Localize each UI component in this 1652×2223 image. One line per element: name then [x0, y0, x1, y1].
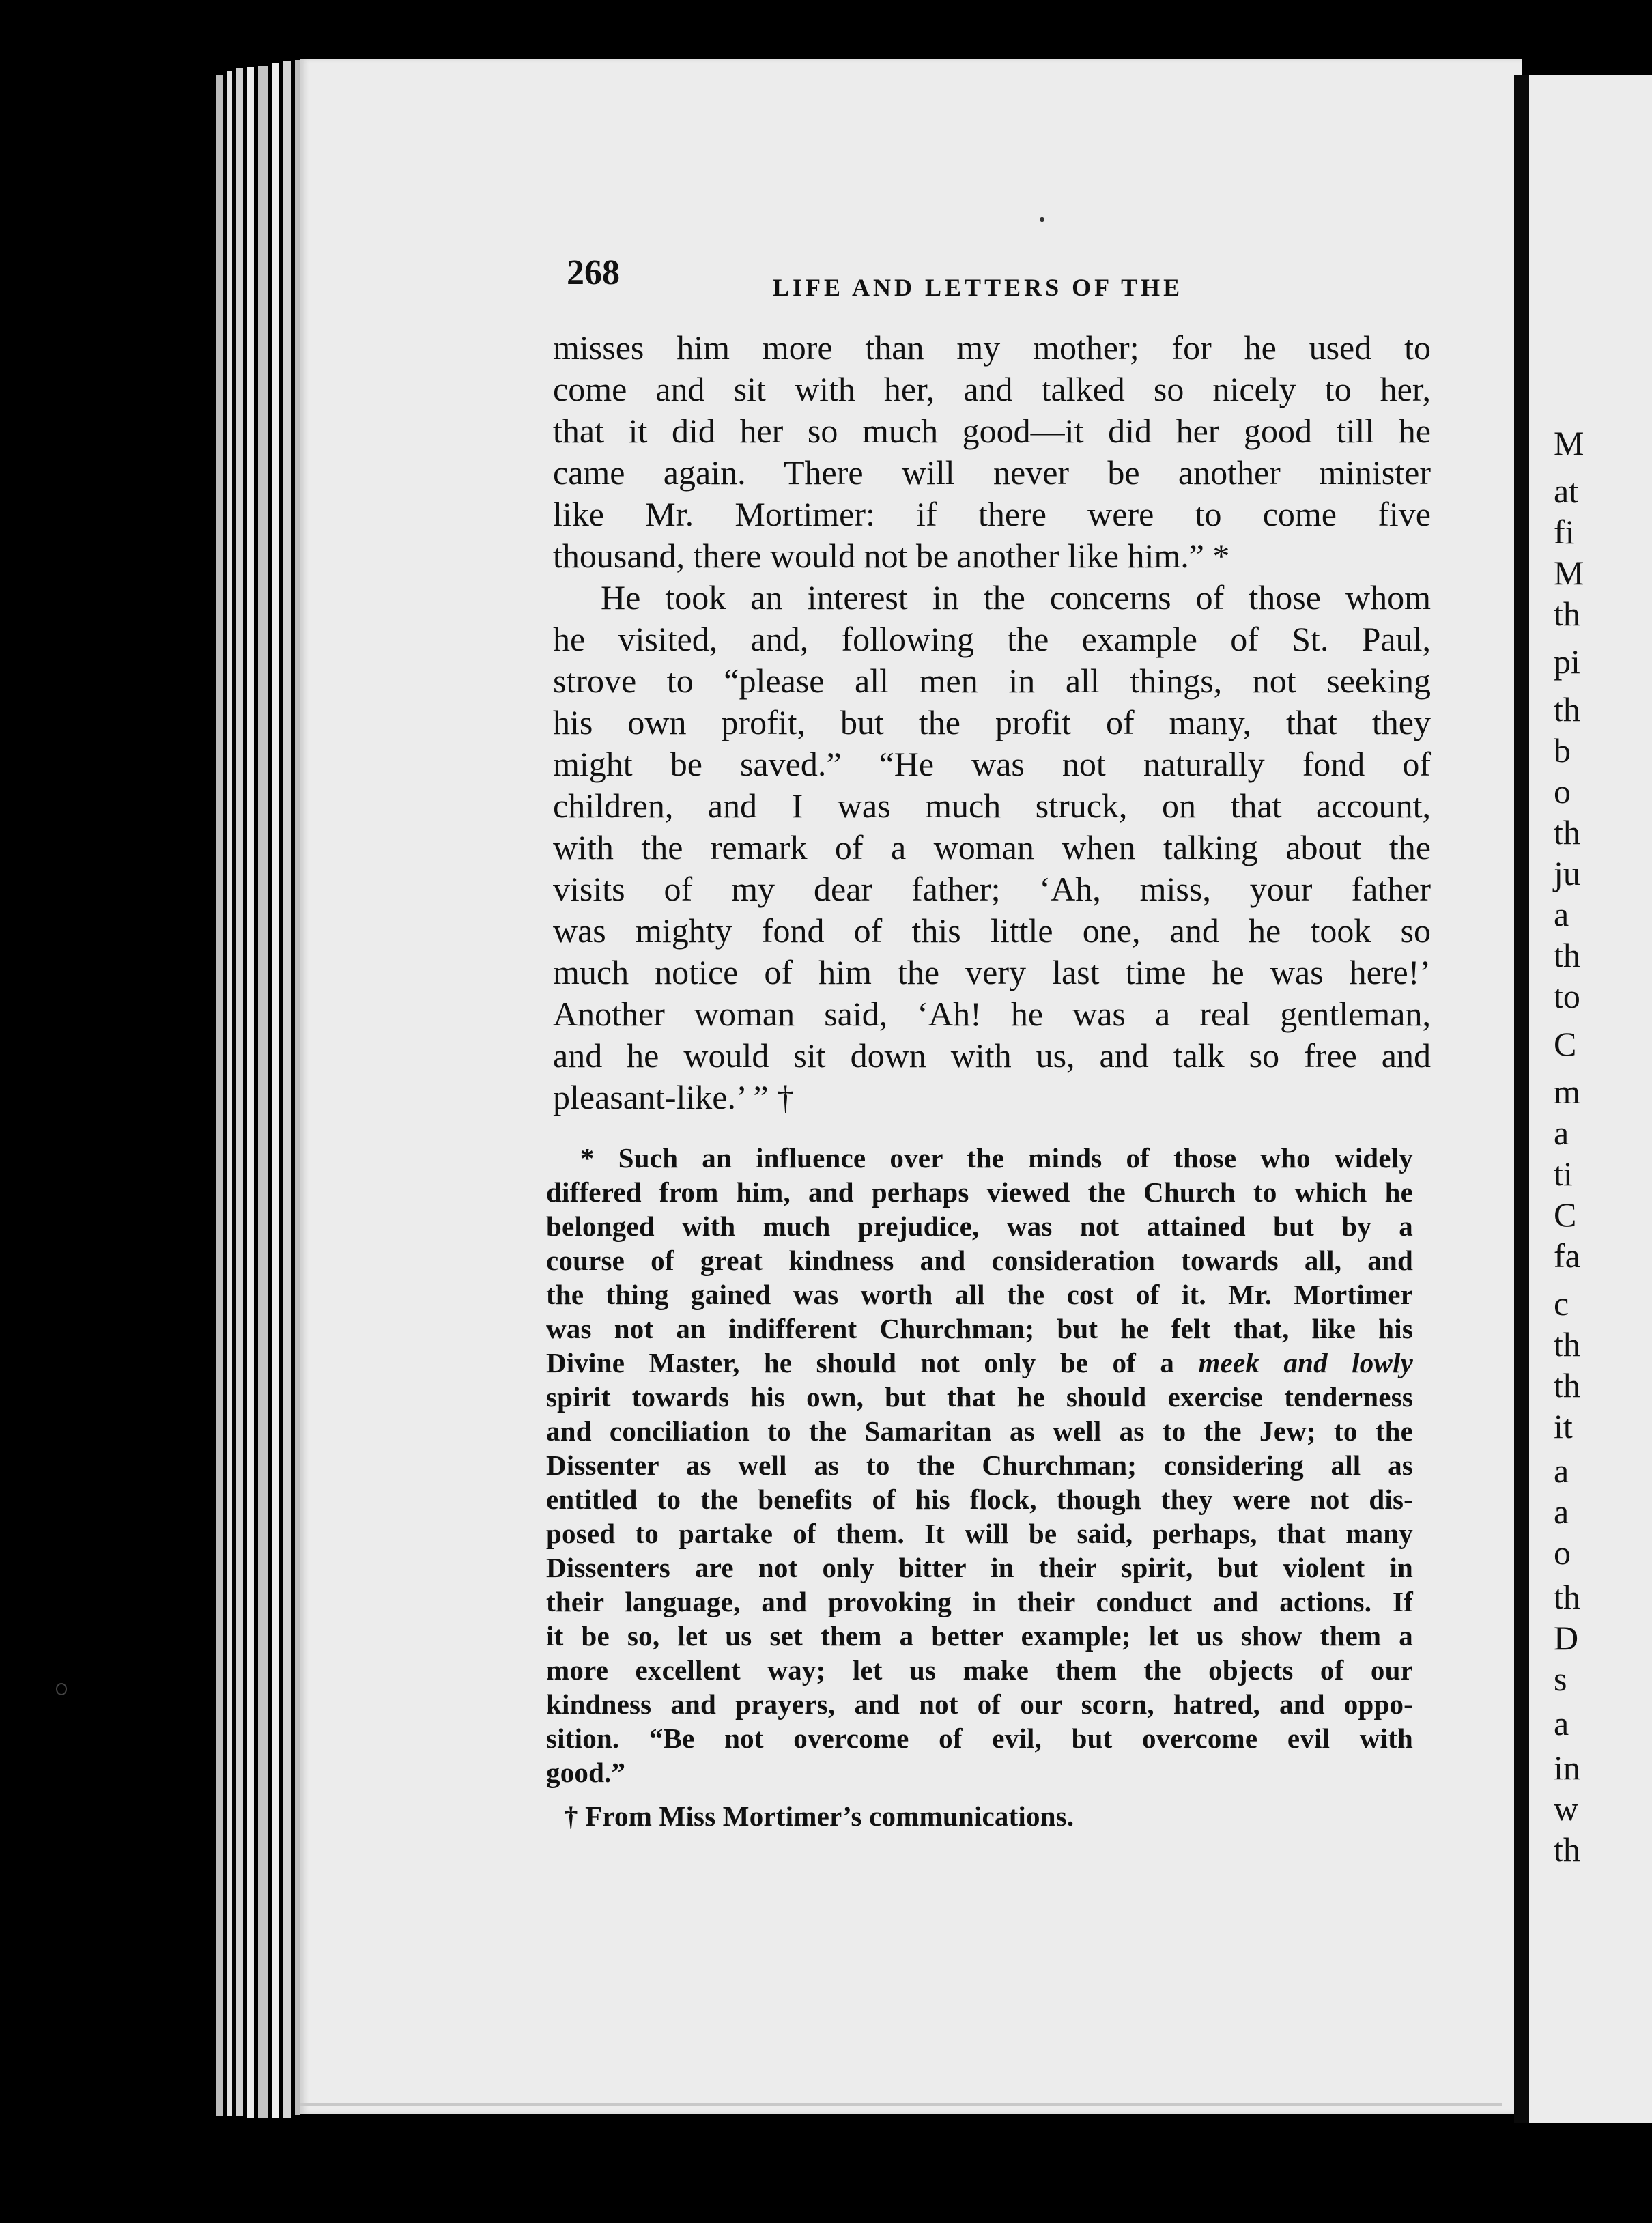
- right-page-fragment: th: [1554, 813, 1580, 851]
- scan-speck: [56, 1683, 67, 1695]
- footnote-line: was not an indifferent Churchman; but he felt that, like his: [546, 1313, 1413, 1344]
- footnote-credit: † From Miss Mortimer’s communications.: [564, 1800, 1074, 1832]
- right-page-fragment: at: [1554, 472, 1579, 510]
- body-line: came again. There will never be another minister: [553, 453, 1431, 492]
- right-page-fragment: pi: [1554, 642, 1580, 681]
- right-page-fragment: th: [1554, 690, 1580, 728]
- right-page-fragment: a: [1554, 1704, 1569, 1742]
- right-page-fragment: it: [1554, 1407, 1573, 1445]
- right-page-fragment: a: [1554, 1452, 1569, 1490]
- page-edge: [295, 60, 300, 2115]
- right-page-fragment: M: [1554, 554, 1584, 592]
- right-page-fragment: to: [1554, 977, 1580, 1015]
- right-page-fragment: w: [1554, 1789, 1579, 1828]
- right-page-fragment: ju: [1554, 854, 1580, 892]
- body-line: come and sit with her, and talked so nicely to her,: [553, 370, 1431, 408]
- right-page-fragment: C: [1554, 1025, 1577, 1063]
- right-page-fragment: th: [1554, 595, 1580, 633]
- page-bottom-edge: [300, 2103, 1502, 2106]
- page-edge: [272, 63, 279, 2118]
- right-page-fragment: fi: [1554, 513, 1575, 551]
- footnote-line: good.”: [546, 1757, 626, 1788]
- right-page-fragment: a: [1554, 1492, 1569, 1531]
- page-edge: [283, 61, 291, 2118]
- body-line: strove to “please all men in all things, not seeking: [553, 662, 1431, 700]
- footnote-line: Dissenter as well as to the Churchman; considering all as: [546, 1449, 1413, 1481]
- right-page-fragment: th: [1554, 1366, 1580, 1404]
- body-line: misses him more than my mother; for he used to: [553, 328, 1431, 367]
- footnote-line: posed to partake of them. It will be said, perhaps, that many: [546, 1518, 1413, 1549]
- body-line: like Mr. Mortimer: if there were to come five: [553, 495, 1431, 533]
- right-page-fragment: o: [1554, 772, 1571, 810]
- running-head: LIFE AND LETTERS OF THE: [773, 274, 1184, 301]
- footnote-line: it be so, let us set them a better example; let us show them a: [546, 1620, 1413, 1652]
- right-page-fragment: c: [1554, 1284, 1569, 1322]
- right-page-fragment: ti: [1554, 1155, 1573, 1193]
- right-page-fragment: th: [1554, 1830, 1580, 1869]
- right-page-fragment: M: [1554, 424, 1584, 462]
- body-line: Another woman said, ‘Ah! he was a real gentleman,: [553, 995, 1431, 1033]
- right-page-fragment: C: [1554, 1195, 1577, 1234]
- footnote-line: differed from him, and perhaps viewed the Church to which he: [546, 1176, 1413, 1208]
- page-edge: [227, 71, 232, 2116]
- page-edge: [258, 66, 268, 2118]
- book-gutter: [1514, 75, 1529, 2123]
- right-page-fragment: th: [1554, 1325, 1580, 1363]
- emphasis: meek and lowly: [1198, 1347, 1413, 1378]
- right-page-fragment: fa: [1554, 1236, 1580, 1275]
- body-line: children, and I was much struck, on that account,: [553, 787, 1431, 825]
- body-line: and he would sit down with us, and talk so free and: [553, 1036, 1431, 1075]
- footnote-line: their language, and provoking in their conduct and actions. If: [546, 1586, 1413, 1617]
- body-line: He took an interest in the concerns of those whom: [601, 578, 1431, 617]
- body-line: he visited, and, following the example of St. Paul,: [553, 620, 1431, 658]
- page-edge: [247, 67, 254, 2118]
- right-page-fragment: D: [1554, 1619, 1579, 1657]
- body-line: pleasant-like.’ ” †: [553, 1078, 795, 1116]
- right-page-fragment: o: [1554, 1533, 1571, 1572]
- footnote-line: kindness and prayers, and not of our scorn, hatred, and oppo-: [546, 1688, 1413, 1720]
- right-page-fragment: th: [1554, 1578, 1580, 1616]
- right-page: [1529, 75, 1652, 2123]
- ink-speck: [1040, 217, 1044, 222]
- body-line: was mighty fond of this little one, and he took so: [553, 911, 1431, 950]
- body-line: visits of my dear father; ‘Ah, miss, your father: [553, 870, 1431, 908]
- right-page-fragment: a: [1554, 895, 1569, 933]
- page-edge: [216, 75, 223, 2116]
- right-page-fragment: in: [1554, 1748, 1580, 1787]
- footnote-line: sition. “Be not overcome of evil, but overcome evil with: [546, 1723, 1413, 1754]
- footnote-line: Dissenters are not only bitter in their spirit, but violent in: [546, 1552, 1413, 1583]
- right-page-fragment: a: [1554, 1114, 1569, 1152]
- footnote-line: Divine Master, he should not only be of a meek and lowly: [546, 1347, 1413, 1378]
- footnote-line: * Such an influence over the minds of those who widely: [580, 1142, 1413, 1174]
- body-line: his own profit, but the profit of many, that they: [553, 703, 1431, 741]
- body-line: that it did her so much good—it did her good till he: [553, 412, 1431, 450]
- right-page-fragment: m: [1554, 1073, 1580, 1111]
- footnote-line: and conciliation to the Samaritan as well as to the Jew; to the: [546, 1415, 1413, 1447]
- body-line: with the remark of a woman when talking about the: [553, 828, 1431, 866]
- footnote-line: spirit towards his own, but that he should exercise tenderness: [546, 1381, 1413, 1413]
- right-page-fragment: th: [1554, 936, 1580, 974]
- footnote-line: belonged with much prejudice, was not attained but by a: [546, 1210, 1413, 1242]
- right-page-fragment: b: [1554, 731, 1571, 769]
- footnote-line: the thing gained was worth all the cost of it. Mr. Mortimer: [546, 1279, 1413, 1310]
- body-line: thousand, there would not be another like him.” *: [553, 537, 1230, 575]
- footnote-line: course of great kindness and consideration towards all, and: [546, 1245, 1413, 1276]
- right-page-fragment: s: [1554, 1660, 1567, 1698]
- page-edge: [236, 68, 243, 2116]
- body-line: much notice of him the very last time he was here!’: [553, 953, 1431, 991]
- page-number: 268: [567, 253, 620, 292]
- footnote-line: entitled to the benefits of his flock, though they were not dis-: [546, 1484, 1413, 1515]
- body-line: might be saved.” “He was not naturally fond of: [553, 745, 1431, 783]
- footnote-line: more excellent way; let us make them the objects of our: [546, 1654, 1413, 1686]
